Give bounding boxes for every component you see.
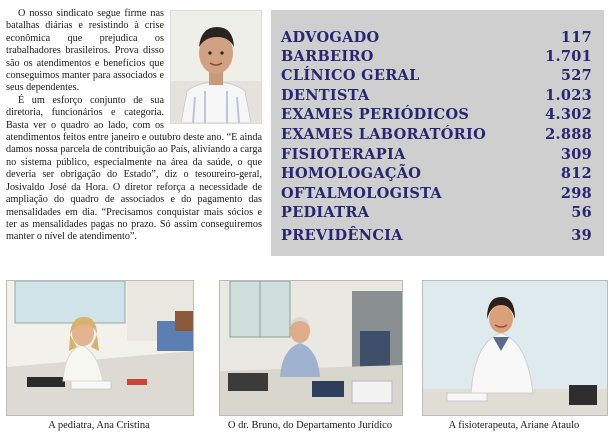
stat-label: PEDIATRA <box>281 204 370 221</box>
article-text <box>6 8 262 244</box>
lawyer-photo <box>219 280 403 416</box>
stat-label: BARBEIRO <box>281 48 374 65</box>
stat-value: 812 <box>560 165 592 182</box>
stat-row <box>281 125 592 144</box>
stat-value: 2.888 <box>545 126 592 143</box>
stat-value: 1.023 <box>545 87 592 104</box>
stat-row <box>281 203 592 222</box>
caption-physiotherapist: A fisioterapeuta, Ariane Ataulo <box>448 420 580 431</box>
stat-row <box>281 47 592 66</box>
attendance-stats-box <box>271 10 604 256</box>
stat-label: FISIOTERAPIA <box>281 146 406 163</box>
caption-lawyer: O dr. Bruno, do Departamento Jurídico <box>227 420 393 431</box>
stat-row <box>281 86 592 105</box>
stat-value: 527 <box>560 67 592 84</box>
stat-label: OFTALMOLOGISTA <box>281 185 442 202</box>
stat-row <box>281 226 592 245</box>
stat-value: 4.302 <box>545 106 592 123</box>
stat-label: ADVOGADO <box>281 29 380 46</box>
pediatrician-photo <box>6 280 194 416</box>
article-paragraph-1: O nosso sindicato segue firme nas batalhas diárias e resistindo à crise econômica que prejudica os trabalhadores brasileiros. Prova disso são os atendimentos e benefícios que conseguimos manter para associados e seus dependentes. <box>6 8 164 94</box>
physiotherapist-photo <box>422 280 608 416</box>
stat-label: EXAMES PERIÓDICOS <box>281 106 470 123</box>
stat-value: 1.701 <box>545 48 592 65</box>
stat-label: EXAMES LABORATÓRIO <box>281 126 487 143</box>
article-paragraph-2: É um esforço conjunto de sua diretoria, funcionários e categoria. Basta ver o quadro ao lado, com os atendimentos feitos entre janeiro e outubro deste ano. “E ainda damos nossa parcela de contribuição ao País, aliviando a carga no sistema público, especialmente na área da saúde, o que deveria ser obrigação do Estado”, diz o tesoureiro-geral, Josivaldo José da Hora. O diretor reforça a necessidade de ampliação do quadro de associados e do pagamento das mensalidades em dia. “Precisamos conquistar mais sócios e ter as mensalidades pagas no prazo. Só assim conseguiremos manter o nível de atendimento”. <box>6 94 262 243</box>
stat-value: 39 <box>571 227 592 244</box>
stat-row <box>281 28 592 47</box>
caption-pediatrician: A pediatra, Ana Cristina <box>48 420 150 431</box>
stat-label: HOMOLOGAÇÃO <box>281 165 422 182</box>
stat-value: 117 <box>560 29 592 46</box>
stat-row <box>281 145 592 164</box>
stat-row <box>281 66 592 85</box>
stat-value: 309 <box>560 146 592 163</box>
portrait-photo <box>170 10 262 124</box>
stat-value: 298 <box>560 185 592 202</box>
stat-label: CLÍNICO GERAL <box>281 67 420 84</box>
stat-row <box>281 105 592 124</box>
stat-row <box>281 184 592 203</box>
stat-label: DENTISTA <box>281 87 370 104</box>
stat-label: PREVIDÊNCIA <box>281 227 403 244</box>
stat-value: 56 <box>571 204 592 221</box>
stat-row <box>281 164 592 183</box>
